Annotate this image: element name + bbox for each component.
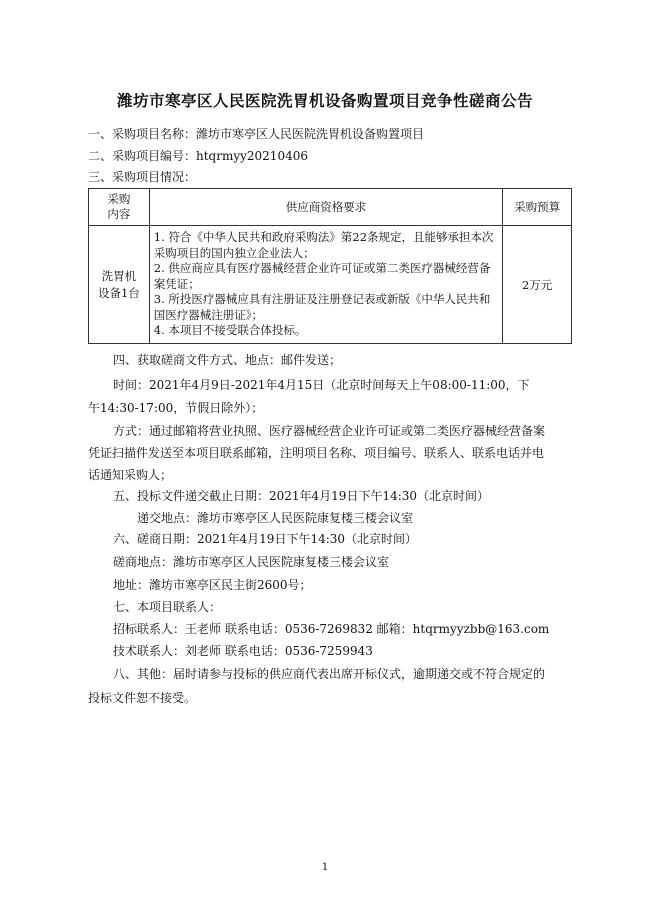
requirement-item: 4. 本项目不接受联合体投标。 — [153, 323, 307, 338]
contacts-heading: 七、本项目联系人： — [113, 600, 222, 614]
requirement-item: 3. 所投医疗器械应具有注册证及注册登记表或新版《中华人民共和国医疗器械注册证》； — [153, 292, 491, 322]
time-line2: 午14:30-17:00，节假日除外）； — [88, 401, 264, 415]
other-line1: 八、其他：届时请参与投标的供应商代表出席开标仪式，逾期递交或不符合规定的 — [113, 667, 546, 681]
project-situation-heading: 三、采购项目情况： — [88, 170, 197, 184]
project-name: 一、采购项目名称：潍坊市寒亭区人民医院洗胃机设备购置项目 — [88, 127, 425, 141]
header-content — [89, 189, 150, 226]
cell-requirements — [149, 226, 502, 344]
submission-deadline: 五、投标文件递交截止日期：2021年4月19日下午14:30（北京时间） — [113, 489, 490, 503]
page-number: 1 — [321, 862, 329, 873]
negotiation-date: 六、磋商日期：2021年4月19日下午14:30（北京时间） — [113, 532, 418, 546]
method-line2: 凭证扫描件发送至本项目联系邮箱，注明项目名称、项目编号、联系人、联系电话并电 — [88, 446, 545, 460]
address: 地址：潍坊市寒亭区民主街2600号； — [113, 578, 312, 592]
submission-location: 递交地点：潍坊市寒亭区人民医院康复楼三楼会议室 — [137, 511, 414, 525]
acquisition-heading: 四、获取磋商文件方式、地点：邮件发送； — [113, 353, 342, 367]
requirements-table — [88, 188, 572, 344]
table-row — [89, 226, 572, 344]
time-line1: 时间：2021年4月9日-2021年4月15日（北京时间每天上午08:00-11:00，下 — [113, 378, 530, 392]
header-budget: 采购预算 — [503, 189, 572, 226]
requirement-item: 2. 供应商应具有医疗器械经营企业许可证或第二类医疗器械经营备案凭证； — [153, 261, 491, 291]
cell-content — [89, 226, 150, 344]
content-line1: 洗胃机 — [101, 268, 137, 283]
tech-contact: 技术联系人：刘老师 联系电话：0536-7259943 — [113, 644, 373, 658]
negotiation-location: 磋商地点：潍坊市寒亭区人民医院康复楼三楼会议室 — [113, 555, 390, 569]
header-content-line1: 采购 — [107, 192, 131, 206]
content-line2: 设备1台 — [97, 285, 140, 300]
bid-contact: 招标联系人：王老师 联系电话：0536-7269832 邮箱：htqrmyyzbb@163.com — [113, 622, 550, 636]
method-line1: 方式：通过邮箱将营业执照、医疗器械经营企业许可证或第二类医疗器械经营备案 — [113, 424, 546, 438]
document-title: 潍坊市寒亭区人民医院洗胃机设备购置项目竞争性磋商公告 — [116, 92, 533, 110]
header-content-line2: 内容 — [107, 207, 131, 221]
requirement-item: 1. 符合《中华人民共和政府采购法》第22条规定，且能够承担本次采购项目的国内独立企业法人； — [153, 230, 494, 260]
cell-budget: 2万元 — [503, 226, 572, 344]
method-line3: 话通知采购人； — [88, 468, 173, 482]
header-requirements: 供应商资格要求 — [149, 189, 502, 226]
project-number: 二、采购项目编号：htqrmyy20210406 — [88, 149, 308, 163]
other-line2: 投标文件恕不接受。 — [88, 691, 197, 705]
table-header-row — [89, 189, 572, 226]
